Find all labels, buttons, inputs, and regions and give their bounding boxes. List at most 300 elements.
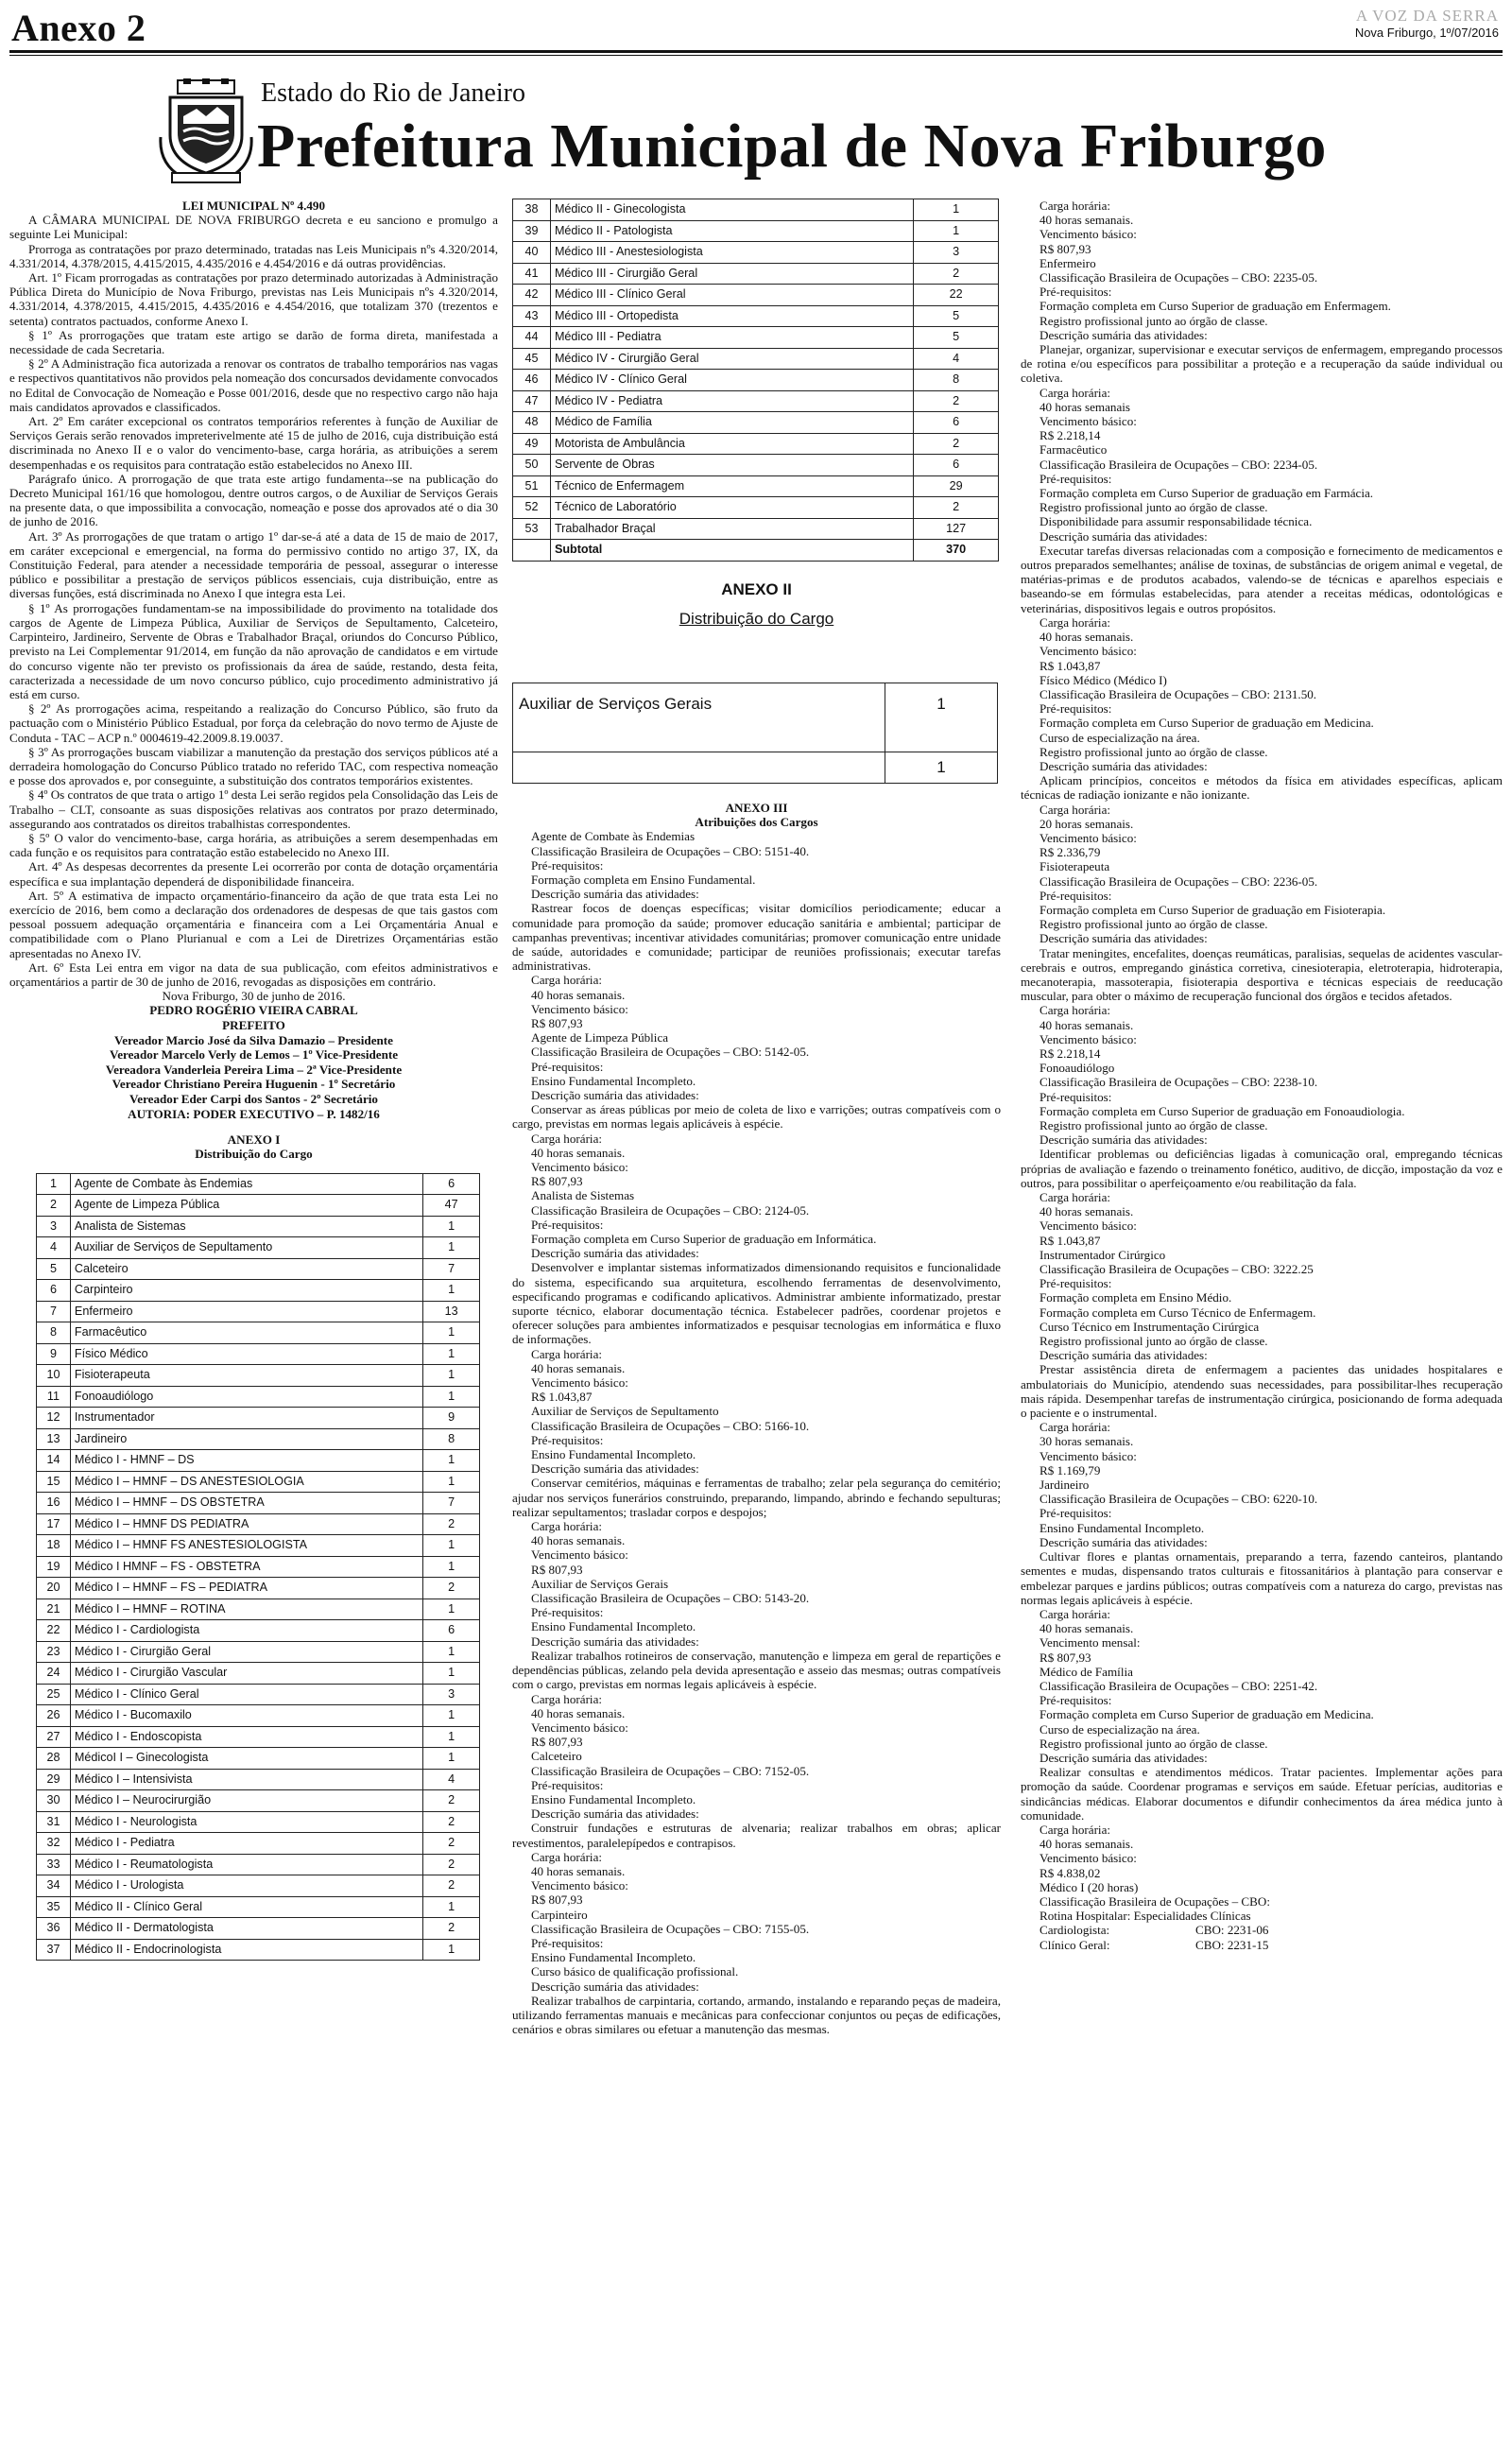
paragraph: Carga horária: bbox=[1040, 385, 1111, 400]
row-number: 38 bbox=[513, 199, 551, 221]
paragraph: Vencimento básico: bbox=[1040, 414, 1137, 429]
paragraph: Pré-requisitos: bbox=[531, 1935, 604, 1950]
paragraph: Médico de Família bbox=[1040, 1664, 1133, 1679]
role-name: Fisioterapeuta bbox=[70, 1365, 422, 1387]
row-number: 4 bbox=[37, 1237, 71, 1259]
paragraph: Classificação Brasileira de Ocupações – CBO: 3222.25 bbox=[1040, 1262, 1314, 1277]
paragraph: Vencimento básico: bbox=[1040, 830, 1137, 845]
newspaper-name: A VOZ DA SERRA bbox=[1355, 7, 1499, 25]
paragraph: Carpinteiro bbox=[531, 1907, 588, 1922]
paragraph: Carga horária: bbox=[1040, 802, 1111, 817]
role-quantity: 9 bbox=[423, 1408, 480, 1429]
paragraph: Vencimento básico: bbox=[531, 1720, 628, 1735]
role-quantity: 2 bbox=[423, 1513, 480, 1535]
signature-line: Vereador Marcelo Verly de Lemos – 1º Vice-Presidente bbox=[109, 1047, 399, 1063]
role-quantity: 1 bbox=[914, 199, 999, 221]
column-3 bbox=[1021, 199, 1503, 1952]
role-quantity: 1 bbox=[423, 1280, 480, 1302]
row-number: 13 bbox=[37, 1428, 71, 1450]
paragraph: Analista de Sistemas bbox=[531, 1188, 635, 1203]
table-row bbox=[37, 1939, 480, 1961]
paragraph: Pré-requisitos: bbox=[531, 1432, 604, 1447]
annex3-body-part1 bbox=[512, 829, 1001, 2036]
paragraph: Ensino Fundamental Incompleto. bbox=[531, 1447, 696, 1462]
row-number: 50 bbox=[513, 455, 551, 476]
paragraph: Ensino Fundamental Incompleto. bbox=[531, 1073, 696, 1088]
paragraph: Ensino Fundamental Incompleto. bbox=[1040, 1520, 1205, 1535]
paragraph: Registro profissional junto ao órgão de classe. bbox=[1040, 744, 1268, 759]
paragraph: Descrição sumária das atividades: bbox=[531, 1633, 699, 1649]
specialty-name: Clínico Geral: bbox=[1040, 1937, 1110, 1952]
role-quantity: 2 bbox=[423, 1918, 480, 1940]
paragraph: Vencimento básico: bbox=[531, 1878, 628, 1893]
table-row bbox=[37, 1833, 480, 1855]
table-row bbox=[37, 1811, 480, 1833]
role-name: Médico III - Pediatra bbox=[550, 327, 913, 349]
role-quantity: 1 bbox=[423, 1663, 480, 1685]
paragraph: Formação completa em Curso Técnico de Enfermagem. bbox=[1040, 1305, 1316, 1320]
role-quantity: 2 bbox=[914, 390, 999, 412]
annex3-body-part2 bbox=[1021, 199, 1503, 1923]
newspaper-masthead bbox=[1355, 8, 1499, 39]
table-row bbox=[37, 1663, 480, 1685]
table-row bbox=[37, 1790, 480, 1812]
paragraph: Descrição sumária das atividades: bbox=[1040, 327, 1208, 342]
subtotal-row bbox=[513, 540, 999, 562]
paragraph: Classificação Brasileira de Ocupações – CBO: 2234-05. bbox=[1040, 457, 1318, 472]
table-row bbox=[513, 285, 999, 306]
role-name: Analista de Sistemas bbox=[70, 1216, 422, 1237]
paragraph: Pré-requisitos: bbox=[1040, 471, 1112, 486]
role-name: Médico I – Neurocirurgião bbox=[70, 1790, 422, 1812]
paragraph: Pré-requisitos: bbox=[1040, 701, 1112, 717]
paragraph: Classificação Brasileira de Ocupações – CBO: 7155-05. bbox=[531, 1921, 810, 1936]
role-name: Médico I – HMNF DS PEDIATRA bbox=[70, 1513, 422, 1535]
paragraph: Vencimento básico: bbox=[1040, 644, 1137, 659]
row-number: 34 bbox=[37, 1875, 71, 1897]
paragraph: Descrição sumária das atividades: bbox=[1040, 1132, 1208, 1148]
role-name: Médico I – HMNF – ROTINA bbox=[70, 1599, 422, 1620]
role-quantity: 1 bbox=[423, 1471, 480, 1493]
table-row bbox=[37, 1386, 480, 1408]
paragraph: Vencimento básico: bbox=[531, 1375, 628, 1391]
paragraph: R$ 807,93 bbox=[531, 1735, 583, 1750]
role-quantity: 2 bbox=[423, 1875, 480, 1897]
role-name: Fonoaudiólogo bbox=[70, 1386, 422, 1408]
paragraph: Carga horária: bbox=[531, 1849, 603, 1864]
role-name: Instrumentador bbox=[70, 1408, 422, 1429]
paragraph: Rastrear focos de doenças específicas; visitar domicílios periodicamente; educar a comunidade para promoção da saúde; promover educação sanitária e ambiental; participar de campanhas preventivas; incentivar atividades comunitárias; promover comunicação entre unidade de saúde, autoridades e comunidade; participar de reuniões profissionais; executar tarefas administrativas. bbox=[512, 901, 1001, 974]
paragraph: Ensino Fundamental Incompleto. bbox=[531, 1791, 696, 1806]
role-quantity: 7 bbox=[423, 1258, 480, 1280]
row-number: 11 bbox=[37, 1386, 71, 1408]
paragraph: Descrição sumária das atividades: bbox=[531, 887, 699, 902]
role-quantity: 1 bbox=[423, 1322, 480, 1344]
paragraph: Formação completa em Ensino Fundamental. bbox=[531, 872, 756, 887]
paragraph: Pré-requisitos: bbox=[1040, 1506, 1112, 1521]
annex2-title: ANEXO II bbox=[721, 579, 792, 598]
role-quantity: 6 bbox=[914, 455, 999, 476]
annex1-table-part1 bbox=[36, 1173, 480, 1961]
paragraph: Descrição sumária das atividades: bbox=[1040, 758, 1208, 773]
row-number: 40 bbox=[513, 242, 551, 264]
role-name: Médico I HMNF – FS - OBSTETRA bbox=[70, 1556, 422, 1578]
row-number: 21 bbox=[37, 1599, 71, 1620]
paragraph: § 2º As prorrogações acima, respeitando a realização do Concurso Público, são fruto da pactuação com o Ministério Público Estadual, por força da celebração do novo termo de Ajuste de Conduta - TAC – ACP n.º 0004619-42.2009.8.19.0037. bbox=[9, 701, 498, 745]
paragraph: R$ 2.336,79 bbox=[1040, 845, 1101, 860]
law-title: LEI MUNICIPAL Nº 4.490 bbox=[181, 199, 326, 213]
table-row bbox=[513, 327, 999, 349]
role-name: Carpinteiro bbox=[70, 1280, 422, 1302]
paragraph: 40 horas semanais. bbox=[1040, 1621, 1134, 1636]
role-name: Enfermeiro bbox=[70, 1301, 422, 1322]
paragraph: Planejar, organizar, supervisionar e executar serviços de enfermagem, empregando processos de rotina e/ou específicos para possibilitar a proteção e a recuperação da saúde individual ou coletiva. bbox=[1021, 342, 1503, 386]
paragraph: R$ 1.043,87 bbox=[1040, 658, 1101, 673]
table-row bbox=[37, 1620, 480, 1642]
paragraph: Parágrafo único. A prorrogação de que trata este artigo fundamenta--se na publicação do Decreto Municipal 161/16 que homologou, dentre outros cargos, o de Auxiliar de Serviços Gerais na presente data, o que impossibilita a convocação, nomeação e posse dos aprovados até o dia 30 de junho de 2016. bbox=[9, 471, 498, 529]
top-rule bbox=[9, 50, 1503, 53]
row-number: 15 bbox=[37, 1471, 71, 1493]
role-quantity: 1 bbox=[423, 1343, 480, 1365]
paragraph: Carga horária: bbox=[1040, 1003, 1111, 1018]
table-row bbox=[37, 1343, 480, 1365]
paragraph: Carga horária: bbox=[531, 1131, 603, 1146]
row-number: 45 bbox=[513, 348, 551, 370]
signature-line: Vereador Eder Carpi dos Santos - 2º Secretário bbox=[129, 1091, 378, 1106]
top-bar bbox=[0, 0, 1512, 49]
table-row bbox=[513, 390, 999, 412]
role-name: Médico IV - Clínico Geral bbox=[550, 370, 913, 391]
specialty-name: Cardiologista: bbox=[1040, 1923, 1110, 1938]
paragraph: Descrição sumária das atividades: bbox=[1040, 1348, 1208, 1363]
paragraph: Realizar trabalhos de carpintaria, cortando, armando, instalando e reparando peças de madeira, utilizando ferramentas manuais e mecânicas para confeccionar conjuntos ou peças de edificações, cenários e obras similares ou efetuar a manutenção das mesmas. bbox=[512, 1993, 1001, 2037]
paragraph: R$ 1.169,79 bbox=[1040, 1462, 1101, 1478]
annex3-subtitle: Atribuições dos Cargos bbox=[695, 815, 818, 830]
cbo-list bbox=[1021, 1923, 1503, 1951]
paragraph: Art. 3º As prorrogações de que tratam o artigo 1º dar-se-á até a data de 15 de maio de 2017, em caráter excepcional e emergencial, na forma do permissivo contido no artigo 37, IX, da Constituição Federal, para atender a necessidade temporária de pessoal, assegurar o interesse público e possibilitar a prestação de serviços públicos essenciais, cuja distribuição, entre as diversas funções, está discriminada no Anexo I que integra esta Lei. bbox=[9, 528, 498, 601]
role-name: Motorista de Ambulância bbox=[550, 433, 913, 455]
paragraph: Jardineiro bbox=[1040, 1478, 1090, 1493]
row-number: 41 bbox=[513, 263, 551, 285]
paragraph: 40 horas semanais. bbox=[1040, 213, 1134, 228]
paragraph: Classificação Brasileira de Ocupações – CBO: 5151-40. bbox=[531, 843, 810, 858]
role-quantity: 1 bbox=[423, 1556, 480, 1578]
signature-line: Vereadora Vanderleia Pereira Lima – 2ª Vice-Presidente bbox=[105, 1062, 403, 1077]
role-name: Físico Médico bbox=[70, 1343, 422, 1365]
paragraph: Classificação Brasileira de Ocupações – CBO: 2131.50. bbox=[1040, 686, 1317, 701]
paragraph: Classificação Brasileira de Ocupações – CBO: 5142-05. bbox=[531, 1045, 810, 1060]
paragraph: Carga horária: bbox=[1040, 1420, 1111, 1435]
annex1-title: ANEXO I bbox=[227, 1132, 281, 1148]
paragraph: A CÂMARA MUNICIPAL DE NOVA FRIBURGO decreta e eu sanciono e promulgo a seguinte Lei Municipal: bbox=[9, 213, 498, 242]
role-name: Médico I - Bucomaxilo bbox=[70, 1705, 422, 1727]
table-row bbox=[37, 1195, 480, 1217]
paragraph: Registro profissional junto ao órgão de classe. bbox=[1040, 313, 1268, 328]
paragraph: Pré-requisitos: bbox=[531, 1605, 604, 1620]
paragraph: 40 horas semanais. bbox=[531, 1533, 626, 1548]
paragraph: Auxiliar de Serviços de Sepultamento bbox=[531, 1404, 719, 1419]
role-quantity: 5 bbox=[914, 305, 999, 327]
role-name: MédicoI I – Ginecologista bbox=[70, 1748, 422, 1770]
table-row bbox=[37, 1641, 480, 1663]
role-quantity: 2 bbox=[914, 497, 999, 519]
paragraph: Descrição sumária das atividades: bbox=[531, 1087, 699, 1102]
row-number: 35 bbox=[37, 1896, 71, 1918]
signature-line: AUTORIA: PODER EXECUTIVO – P. 1482/16 bbox=[128, 1106, 380, 1121]
paragraph: Carga horária: bbox=[531, 973, 603, 988]
paragraph: Ensino Fundamental Incompleto. bbox=[531, 1619, 696, 1634]
table-row bbox=[37, 1408, 480, 1429]
paragraph: Pré-requisitos: bbox=[1040, 1693, 1112, 1708]
paragraph: Carga horária: bbox=[1040, 1190, 1111, 1205]
paragraph: 30 horas semanais. bbox=[1040, 1434, 1134, 1449]
role-quantity: 47 bbox=[423, 1195, 480, 1217]
paragraph: Físico Médico (Médico I) bbox=[1040, 672, 1167, 687]
table-row bbox=[37, 1173, 480, 1195]
table-row bbox=[37, 1280, 480, 1302]
role-name: Médico I - HMNF – DS bbox=[70, 1450, 422, 1472]
row-number: 28 bbox=[37, 1748, 71, 1770]
role-quantity: 1 bbox=[423, 1216, 480, 1237]
paragraph: R$ 807,93 bbox=[531, 1892, 583, 1908]
row-number: 48 bbox=[513, 412, 551, 434]
row-number: 32 bbox=[37, 1833, 71, 1855]
row-number: 8 bbox=[37, 1322, 71, 1344]
row-number: 7 bbox=[37, 1301, 71, 1322]
paragraph: Carga horária: bbox=[1040, 1606, 1111, 1621]
paragraph: Pré-requisitos: bbox=[1040, 1276, 1112, 1291]
table-row bbox=[37, 1578, 480, 1599]
paragraph: R$ 2.218,14 bbox=[1040, 428, 1101, 443]
role-quantity: 8 bbox=[423, 1428, 480, 1450]
role-name: Agente de Combate às Endemias bbox=[70, 1173, 422, 1195]
annex2-table bbox=[512, 683, 998, 784]
paragraph: Classificação Brasileira de Ocupações – CBO: 6220-10. bbox=[1040, 1492, 1318, 1507]
role-quantity: 1 bbox=[423, 1705, 480, 1727]
row-number: 51 bbox=[513, 475, 551, 497]
role-quantity: 1 bbox=[423, 1641, 480, 1663]
paragraph: Vencimento básico: bbox=[531, 1547, 628, 1563]
role-quantity: 6 bbox=[423, 1173, 480, 1195]
table-row bbox=[513, 263, 999, 285]
role-quantity: 22 bbox=[914, 285, 999, 306]
table-row bbox=[37, 1237, 480, 1259]
role-quantity: 1 bbox=[423, 1386, 480, 1408]
annex2-total: 1 bbox=[885, 752, 998, 783]
role-name: Médico I – HMNF – DS OBSTETRA bbox=[70, 1493, 422, 1514]
role-quantity: 1 bbox=[423, 1599, 480, 1620]
role-name: Médico I - Pediatra bbox=[70, 1833, 422, 1855]
paragraph: Descrição sumária das atividades: bbox=[1040, 1534, 1208, 1549]
role-name: Médico I – HMNF FS ANESTESIOLOGISTA bbox=[70, 1535, 422, 1557]
column-1 bbox=[9, 199, 498, 1961]
paragraph: Formação completa em Curso Superior de graduação em Medicina. bbox=[1040, 716, 1374, 731]
paragraph: Descrição sumária das atividades: bbox=[531, 1806, 699, 1822]
paragraph: 20 horas semanais. bbox=[1040, 816, 1134, 831]
row-number: 39 bbox=[513, 220, 551, 242]
paragraph: Executar tarefas diversas relacionadas com a composição e fornecimento de medicamentos e outros preparados semelhantes; análise de toxinas, de substâncias de origem animal e vegetal, de matérias-primas e de produtos acabados, valendo-se de técnicas e aparelhos especiais e baseando-se em fórmulas estabelecidas, para atender a receitas médicas, odontológicas e veterinárias, dispositivos legais e outros propósitos. bbox=[1021, 543, 1503, 615]
role-quantity: 4 bbox=[423, 1769, 480, 1790]
signature-line: Vereador Marcio José da Silva Damazio – Presidente bbox=[114, 1032, 393, 1047]
row-number: 33 bbox=[37, 1854, 71, 1875]
paragraph: Formação completa em Curso Superior de graduação em Enfermagem. bbox=[1040, 299, 1391, 314]
row-number: 24 bbox=[37, 1663, 71, 1685]
paragraph: Conservar cemitérios, máquinas e ferramentas de trabalho; zelar pela segurança do cemitério; ajudar nos serviços funerários construindo, preparando, limpando, abrindo e fechando sepulturas; realizar sepultamentos; trasladar corpos e despojos; bbox=[512, 1476, 1001, 1519]
paragraph: Fisioterapeuta bbox=[1040, 859, 1110, 874]
cbo-row bbox=[1021, 1923, 1503, 1937]
table-row bbox=[37, 1769, 480, 1790]
paragraph: Prestar assistência direta de enfermagem a pacientes das unidades hospitalares e ambulatoriais do Município, atendendo suas necessidades, para possibilitar-lhes recuperação mais rápida. Desempenhar tarefas de instrumentação cirúrgica, posicionando de forma adequada o paciente e o instrumental. bbox=[1021, 1362, 1503, 1421]
role-name: Médico III - Ortopedista bbox=[550, 305, 913, 327]
paragraph: 40 horas semanais. bbox=[1040, 1017, 1134, 1032]
paragraph: 40 horas semanais. bbox=[531, 987, 626, 1002]
role-quantity: 3 bbox=[914, 242, 999, 264]
paragraph: R$ 807,93 bbox=[531, 1015, 583, 1030]
row-number: 10 bbox=[37, 1365, 71, 1387]
signature-block bbox=[9, 1003, 498, 1121]
table-row bbox=[37, 1535, 480, 1557]
role-quantity: 1 bbox=[423, 1939, 480, 1961]
paragraph: Formação completa em Curso Superior de graduação em Fisioterapia. bbox=[1040, 902, 1386, 917]
paragraph: Classificação Brasileira de Ocupações – CBO: 2236-05. bbox=[1040, 873, 1318, 889]
paragraph: Desenvolver e implantar sistemas informatizados dimensionando requisitos e funcionalidade do sistema, especificando sua arquitetura, escolhendo ferramentas de desenvolvimento, especificando programas e codificando aplicativos. Administrar ambiente informatizado, prestar suporte técnico, elaborar documentação técnica. Estabelecer padrões, coordenar projetos e oferecer soluções para ambientes informatizados e pesquisar tecnologias em informática e fluxo de informações. bbox=[512, 1260, 1001, 1347]
role-name: Médico III - Anestesiologista bbox=[550, 242, 913, 264]
row-number: 16 bbox=[37, 1493, 71, 1514]
paragraph: § 2º A Administração fica autorizada a renovar os contratos de trabalho temporários nas vagas e respectivos quantitativos não providos pela nomeação dos concursados devidamente convocados no Edital de Convocação de Nomeação e Posse 001/2016, desde que no respectivo cargo não haja mais candidatos aprovados e classificados. bbox=[9, 356, 498, 414]
role-name: Médico IV - Pediatra bbox=[550, 390, 913, 412]
row-number: 52 bbox=[513, 497, 551, 519]
state-name: Estado do Rio de Janeiro bbox=[261, 78, 525, 108]
table-row bbox=[37, 1705, 480, 1727]
paragraph: Vencimento mensal: bbox=[1040, 1635, 1141, 1650]
paragraph: R$ 4.838,02 bbox=[1040, 1865, 1101, 1880]
table-row bbox=[513, 370, 999, 391]
row-number: 47 bbox=[513, 390, 551, 412]
paragraph: Curso de especialização na área. bbox=[1040, 1721, 1200, 1737]
row-number: 12 bbox=[37, 1408, 71, 1429]
role-name: Médico I - Cirurgião Geral bbox=[70, 1641, 422, 1663]
paragraph: Formação completa em Curso Superior de graduação em Medicina. bbox=[1040, 1707, 1374, 1722]
paragraph: 40 horas semanais bbox=[1040, 399, 1130, 414]
paragraph: 40 horas semanais. bbox=[531, 1145, 626, 1160]
role-name: Farmacêutico bbox=[70, 1322, 422, 1344]
role-quantity: 2 bbox=[423, 1854, 480, 1875]
role-name: Auxiliar de Serviços de Sepultamento bbox=[70, 1237, 422, 1259]
paragraph: R$ 807,93 bbox=[531, 1562, 583, 1577]
role-name: Médico I - Cardiologista bbox=[70, 1620, 422, 1642]
paragraph: Calceteiro bbox=[531, 1749, 582, 1764]
paragraph: 40 horas semanais. bbox=[531, 1863, 626, 1878]
table-row bbox=[37, 1301, 480, 1322]
table-row bbox=[513, 683, 998, 752]
paragraph: Vencimento básico: bbox=[1040, 1851, 1137, 1866]
table-row bbox=[513, 475, 999, 497]
paragraph: Disponibilidade para assumir responsabilidade técnica. bbox=[1040, 514, 1313, 529]
paragraph: Pré-requisitos: bbox=[531, 1059, 604, 1074]
paragraph: Classificação Brasileira de Ocupações – CBO: 7152-05. bbox=[531, 1763, 810, 1778]
paragraph: R$ 2.218,14 bbox=[1040, 1046, 1101, 1061]
paragraph: § 5º O valor do vencimento-base, carga horária, as atribuições a serem desempenhadas em cada função e os requisitos para contratação estão estabelecido no Anexo III. bbox=[9, 830, 498, 860]
paragraph: Formação completa em Ensino Médio. bbox=[1040, 1290, 1232, 1305]
annex1-table-part2 bbox=[512, 199, 999, 562]
table-row bbox=[513, 455, 999, 476]
row-number: 27 bbox=[37, 1726, 71, 1748]
paragraph: Descrição sumária das atividades: bbox=[1040, 1750, 1208, 1765]
table-row bbox=[513, 752, 998, 783]
paragraph: Rotina Hospitalar: Especialidades Clínicas bbox=[1040, 1909, 1251, 1924]
paragraph: R$ 1.043,87 bbox=[1040, 1233, 1101, 1248]
paragraph: Carga horária: bbox=[1040, 614, 1111, 630]
table-row bbox=[37, 1599, 480, 1620]
row-number: 2 bbox=[37, 1195, 71, 1217]
role-name: Médico II - Ginecologista bbox=[550, 199, 913, 221]
row-number: 19 bbox=[37, 1556, 71, 1578]
row-number: 23 bbox=[37, 1641, 71, 1663]
role-quantity: 13 bbox=[423, 1301, 480, 1322]
law-date-line: Nova Friburgo, 30 de junho de 2016. bbox=[162, 989, 346, 1004]
table-row bbox=[513, 199, 999, 221]
table-row bbox=[513, 305, 999, 327]
top-rule-thin bbox=[9, 55, 1503, 56]
row-number: 31 bbox=[37, 1811, 71, 1833]
paragraph: Pré-requisitos: bbox=[531, 857, 604, 873]
role-name: Jardineiro bbox=[70, 1428, 422, 1450]
table-row bbox=[37, 1684, 480, 1705]
role-name: Médico I - Urologista bbox=[70, 1875, 422, 1897]
paragraph: Classificação Brasileira de Ocupações – CBO: 5166-10. bbox=[531, 1418, 810, 1433]
paragraph: Aplicam princípios, conceitos e métodos da física em atividades específicas, aplicam técnicas de radiação ionizante e não ionizante. bbox=[1021, 773, 1503, 803]
paragraph: § 1º As prorrogações fundamentam-se na impossibilidade do provimento na totalidade dos cargos de Agente de Limpeza Pública, Auxiliar de Serviços de Sepultamento, Calceteiro, Carpinteiro, Jardineiro, Servente de Obras e Trabalhador Braçal, oriundos do Concurso Público, previsto na Lei Complementar 91/2014, em função da não aprovação de candidatos e em virtude do concurso vigente não ter previsto os profissionais da área de saúde, restando, desta feita, caracterizada a necessidade de um novo concurso público, cujo procedimento administrativo já está em curso. bbox=[9, 600, 498, 701]
paragraph: Pré-requisitos: bbox=[1040, 1089, 1112, 1104]
row-number: 42 bbox=[513, 285, 551, 306]
page-title: Prefeitura Municipal de Nova Friburgo bbox=[257, 112, 1327, 181]
paragraph: Classificação Brasileira de Ocupações – CBO: bbox=[1040, 1893, 1270, 1909]
paragraph: Descrição sumária das atividades: bbox=[531, 1979, 699, 1994]
role-quantity: 5 bbox=[914, 327, 999, 349]
paragraph: Vencimento básico: bbox=[531, 1159, 628, 1174]
row-number: 9 bbox=[37, 1343, 71, 1365]
paragraph: 40 horas semanais. bbox=[1040, 630, 1134, 645]
table-row bbox=[37, 1896, 480, 1918]
paragraph: Registro profissional junto ao órgão de classe. bbox=[1040, 1334, 1268, 1349]
role-quantity: 3 bbox=[423, 1684, 480, 1705]
table-row bbox=[37, 1918, 480, 1940]
role-name: Médico I - Endoscopista bbox=[70, 1726, 422, 1748]
role-quantity: 7 bbox=[423, 1493, 480, 1514]
specialty-cbo: CBO: 2231-06 bbox=[1195, 1923, 1269, 1938]
paragraph: Formação completa em Curso Superior de graduação em Farmácia. bbox=[1040, 486, 1374, 501]
paragraph: 40 horas semanais. bbox=[531, 1360, 626, 1375]
role-name: Médico II - Dermatologista bbox=[70, 1918, 422, 1940]
specialty-cbo: CBO: 2231-15 bbox=[1195, 1937, 1269, 1952]
paragraph: Pré-requisitos: bbox=[1040, 285, 1112, 300]
paragraph: Enfermeiro bbox=[1040, 255, 1096, 270]
paragraph: Agente de Combate às Endemias bbox=[531, 829, 696, 844]
paragraph: Carga horária: bbox=[531, 1346, 603, 1361]
role-quantity: 1 bbox=[423, 1450, 480, 1472]
role-name: Médico I – HMNF – FS – PEDIATRA bbox=[70, 1578, 422, 1599]
row-number: 44 bbox=[513, 327, 551, 349]
signature-line: Vereador Christiano Pereira Huguenin - 1º Secretário bbox=[112, 1077, 396, 1092]
table-row bbox=[37, 1875, 480, 1897]
paragraph: Pré-requisitos: bbox=[1040, 888, 1112, 903]
table-row bbox=[513, 433, 999, 455]
paragraph: 40 horas semanais. bbox=[1040, 1837, 1134, 1852]
paragraph: Art. 2º Em caráter excepcional os contratos temporários referentes à função de Auxiliar de Serviços Gerais serão renovados impreterivelmente até 15 de julho de 2016, cuja distribuição está discriminada no Anexo II e o valor do vencimento-base, carga horária, as atribuições a serem desempenhadas e os requisitos para contratação estão estabelecidos no Anexo III. bbox=[9, 414, 498, 472]
paragraph: Formação completa em Curso Superior de graduação em Fonoaudiologia. bbox=[1040, 1103, 1405, 1118]
paragraph: Prorroga as contratações por prazo determinado, tratadas nas Leis Municipais nºs 4.320/2014, 4.331/2014, 4.378/2015, 4.415/2015, 4.435/2016 e 4.454/2016 e dá outras providências. bbox=[9, 241, 498, 270]
role-quantity: 1 bbox=[423, 1365, 480, 1387]
